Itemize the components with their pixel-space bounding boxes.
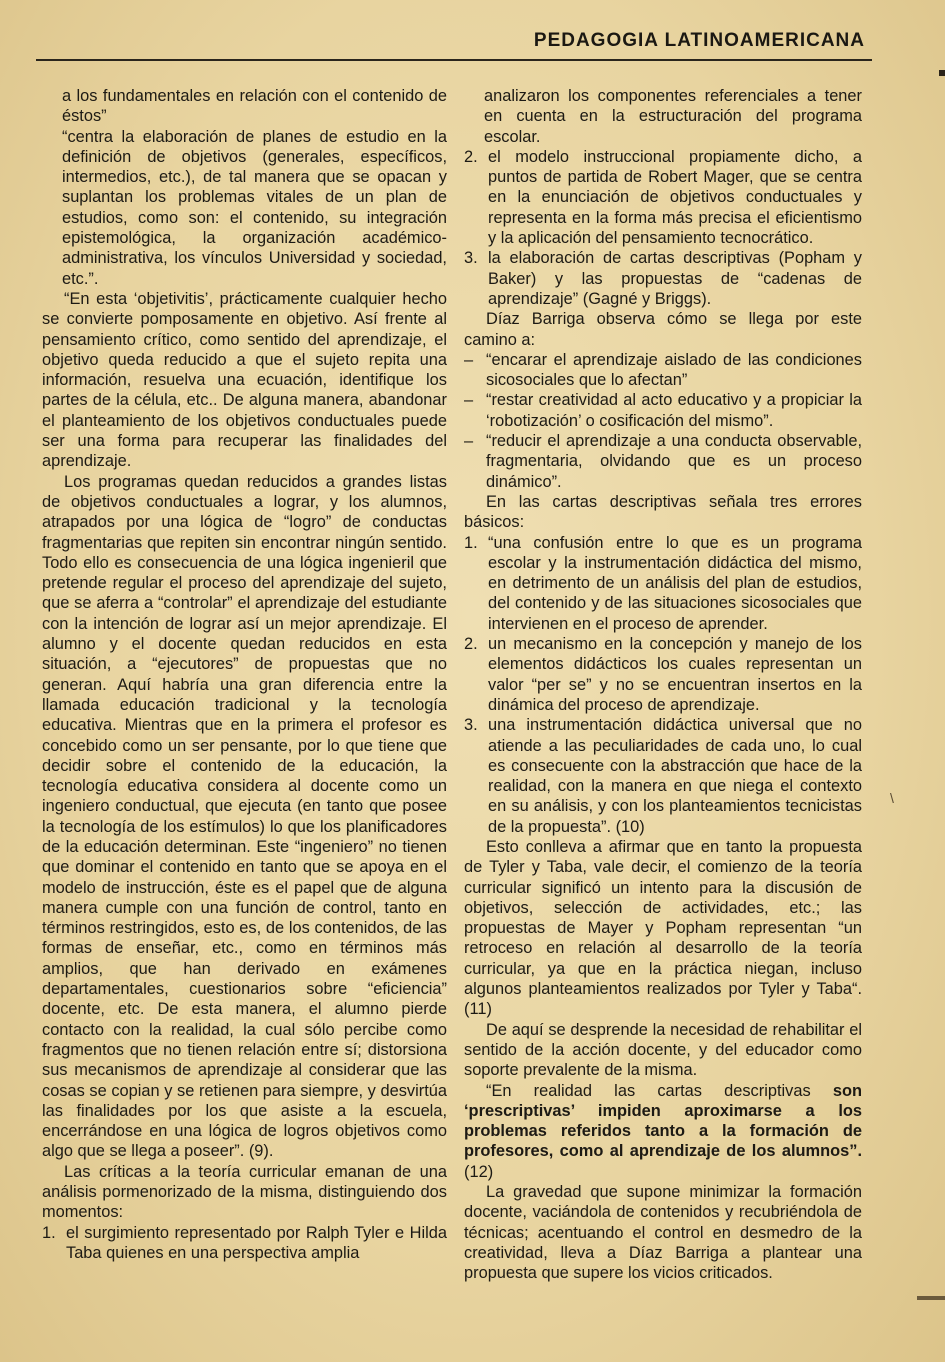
numbered-item — [464, 634, 862, 715]
body-paragraph: La gravedad que supone minimizar la formación docente, vaciándola de contenidos y recubriéndola de técnicas; acentuando el control en desmedro de la creatividad, lleva a Díaz Barriga a plantear una propuesta que supere los vicios criticados. — [464, 1183, 862, 1283]
print-speck: \ — [890, 790, 894, 806]
dash-marker: – — [464, 391, 474, 410]
page-edge-mark — [939, 70, 945, 76]
continued-item-text: analizaron los componentes referenciales a tener en cuenta en la estructuración del programa escolar. — [484, 87, 862, 146]
page-edge-mark-bottom — [917, 1296, 945, 1300]
quote-lead: “En realidad las cartas descriptivas — [486, 1081, 833, 1100]
item-text: la elaboración de cartas descriptivas (Popham y Baker) y las propuestas de “cadenas de aprendizaje” (Gagné y Briggs). — [488, 249, 862, 308]
dash-item-text: “restar creatividad al acto educativo y a propiciar la ‘robotización’ o cosificación del mismo”. — [486, 391, 862, 430]
item-text: el surgimiento representado por Ralph Tyler e Hilda Taba quienes en una perspectiva amplia — [66, 1223, 447, 1262]
indented-quote: a los fundamentales en relación con el contenido de éstos” — [62, 87, 447, 126]
numbered-item — [42, 1223, 447, 1264]
dash-marker: – — [464, 432, 474, 451]
dash-item — [464, 350, 862, 391]
dash-item — [464, 390, 862, 431]
item-number: 1. — [464, 533, 478, 552]
item-text: el modelo instruccional propiamente dicho, a puntos de partida de Robert Mager, que se centra en la enunciación de objetivos conductuales y representa en la forma más precisa el eficientismo y la aplicación del pensamiento tecnocrático. — [488, 147, 862, 248]
dash-item — [464, 431, 862, 492]
item-text: un mecanismo en la concepción y manejo de los elementos didácticos los cuales representan un valor “per se” y no se encuentran insertos en la dinámica del proceso de aprendizaje. — [488, 635, 862, 714]
dash-item-text: “reducir el aprendizaje a una conducta observable, fragmentaria, olvidando que es un proceso dinámico”. — [486, 432, 862, 491]
item-text: “una confusión entre lo que es un programa escolar y la instrumentación didáctica del mismo, en detrimento de un análisis del plan de estudios, del contenido y de las situaciones sicosociales que intervienen en el proceso de aprender. — [488, 533, 862, 633]
body-paragraph: De aquí se desprende la necesidad de rehabilitar el sentido de la acción docente, y del educador como soporte prevalente de la misma. — [464, 1020, 862, 1080]
item-number: 2. — [464, 147, 478, 166]
body-paragraph: Los programas quedan reducidos a grandes listas de objetivos conductuales a lograr, y los alumnos, atrapados por una lógica de “logro” de conductas fragmentarias que repiten sin encontrar ningún sentido. Todo ello es consecuencia de una lógica ingenieril que pretende regular el proceso del aprendizaje del sujeto, que se aferra a “controlar” el aprendizaje del estudiante con la intención de lograr así un mejor aprendizaje. El alumno y el docente quedan reducidos en esta situación, a “ejecutores” de propuestas que no generan. Aquí habría una gran diferencia entre la llamada educación tradicional y la tecnología educativa. Mientras que en la primera el profesor es concebido como un ser pensante, por lo que tiene que decidir sobre el contenido de la educación, la tecnología educativa considera al docente como un ingeniero conductual, que ejecuta (en tanto que posee la tecnología de los estímulos) lo que los planificadores de la educación determinan. Este “ingeniero” no tienen que dominar el contenido en tanto que se apoya en el modelo de instrucción, éste es el papel que de alguna manera cumple con una función de control, tanto en términos restringidos, esto es, de los contenidos, de las formas de enseñar, etc., como en términos más amplios, que han derivado en exámenes departamentales, cuestionarios sobre “eficiencia” docente, etc. De esta manera, el alumno pierde contacto con la realidad, la cual sólo percibe como fragmentos que no tienen relación entre sí; distorsiona sus mecanismos de aprendizaje al considerar que las cosas se copian y se retienen para siempre, y desvirtúa las finalidades por los que asiste a la escuela, encerrándose en una lógica de logros objetivos como algo que se llega a poseer”. (9). — [42, 472, 447, 1161]
right-column — [464, 86, 862, 1284]
numbered-item — [464, 147, 862, 248]
header-rule — [36, 59, 872, 61]
indented-quote: “centra la elaboración de planes de estudio en la definición de objetivos (generales, específicos, intermedios, etc.), de tal manera que se opacan y suplantan los problemas vitales de un plan de estudios, como son: el contenido, su integración epistemológica, la organización académico-administrativa, los vínculos Universidad y sociedad, etc.”. — [62, 127, 447, 288]
body-paragraph: Esto conlleva a afirmar que en tanto la propuesta de Tyler y Taba, vale decir, el comienzo de la teoría curricular significó un intento para la discusión de objetivos, selección de actividades, etc.; las propuestas de Mayer y Popham representan “un retroceso en relación al desarrollo de la teoría curricular, ya que en la práctica niegan, incluso algunos planteamientos realizados por Tyler y Taba“. (11) — [464, 837, 862, 1019]
quote-bold: son ‘prescriptivas’ impiden aproximarse a los problemas referidos tanto a la formación de profesores, como al aprendizaje de los alumnos”. — [464, 1081, 862, 1161]
item-text: una instrumentación didáctica universal que no atiende a las peculiaridades de cada uno, lo cual es consecuente con la abstracción que hace de la realidad, con la manera en que niega el contexto en su análisis, y con los planteamientos tecnicistas de la propuesta”. (10) — [488, 716, 862, 836]
dash-item-text: “encarar el aprendizaje aislado de las condiciones sicosociales que lo afectan” — [486, 350, 862, 390]
running-header: PEDAGOGIA LATINOAMERICANA — [533, 30, 865, 51]
body-paragraph: Las críticas a la teoría curricular emanan de una análisis pormenorizado de la misma, distinguiendo dos momentos: — [42, 1162, 447, 1222]
item-number: 1. — [42, 1223, 56, 1242]
numbered-item — [464, 248, 862, 309]
left-column — [42, 86, 447, 1263]
item-number: 2. — [464, 635, 478, 654]
body-paragraph: En las cartas descriptivas señala tres errores básicos: — [464, 492, 862, 532]
quote-paragraph — [464, 1081, 862, 1182]
numbered-item — [464, 533, 862, 634]
item-number: 3. — [464, 249, 478, 268]
body-paragraph: “En esta ‘objetivitis’, prácticamente cualquier hecho se convierte pomposamente en objetivo. Así frente al pensamiento crítico, como sentido del aprendizaje, el objetivo queda reducido a que el sujeto repita una información, resuelva una ecuación, identifique los partes de la célula, etc.. De alguna manera, abandonar el planteamiento de los objetivos conductuales puede ser una forma para recuperar las finalidades del aprendizaje. — [42, 289, 447, 471]
quote-tail: (12) — [464, 1162, 494, 1181]
body-paragraph: Díaz Barriga observa cómo se llega por este camino a: — [464, 310, 862, 349]
numbered-item — [464, 715, 862, 837]
dash-marker: – — [464, 350, 474, 369]
item-number: 3. — [464, 716, 478, 735]
